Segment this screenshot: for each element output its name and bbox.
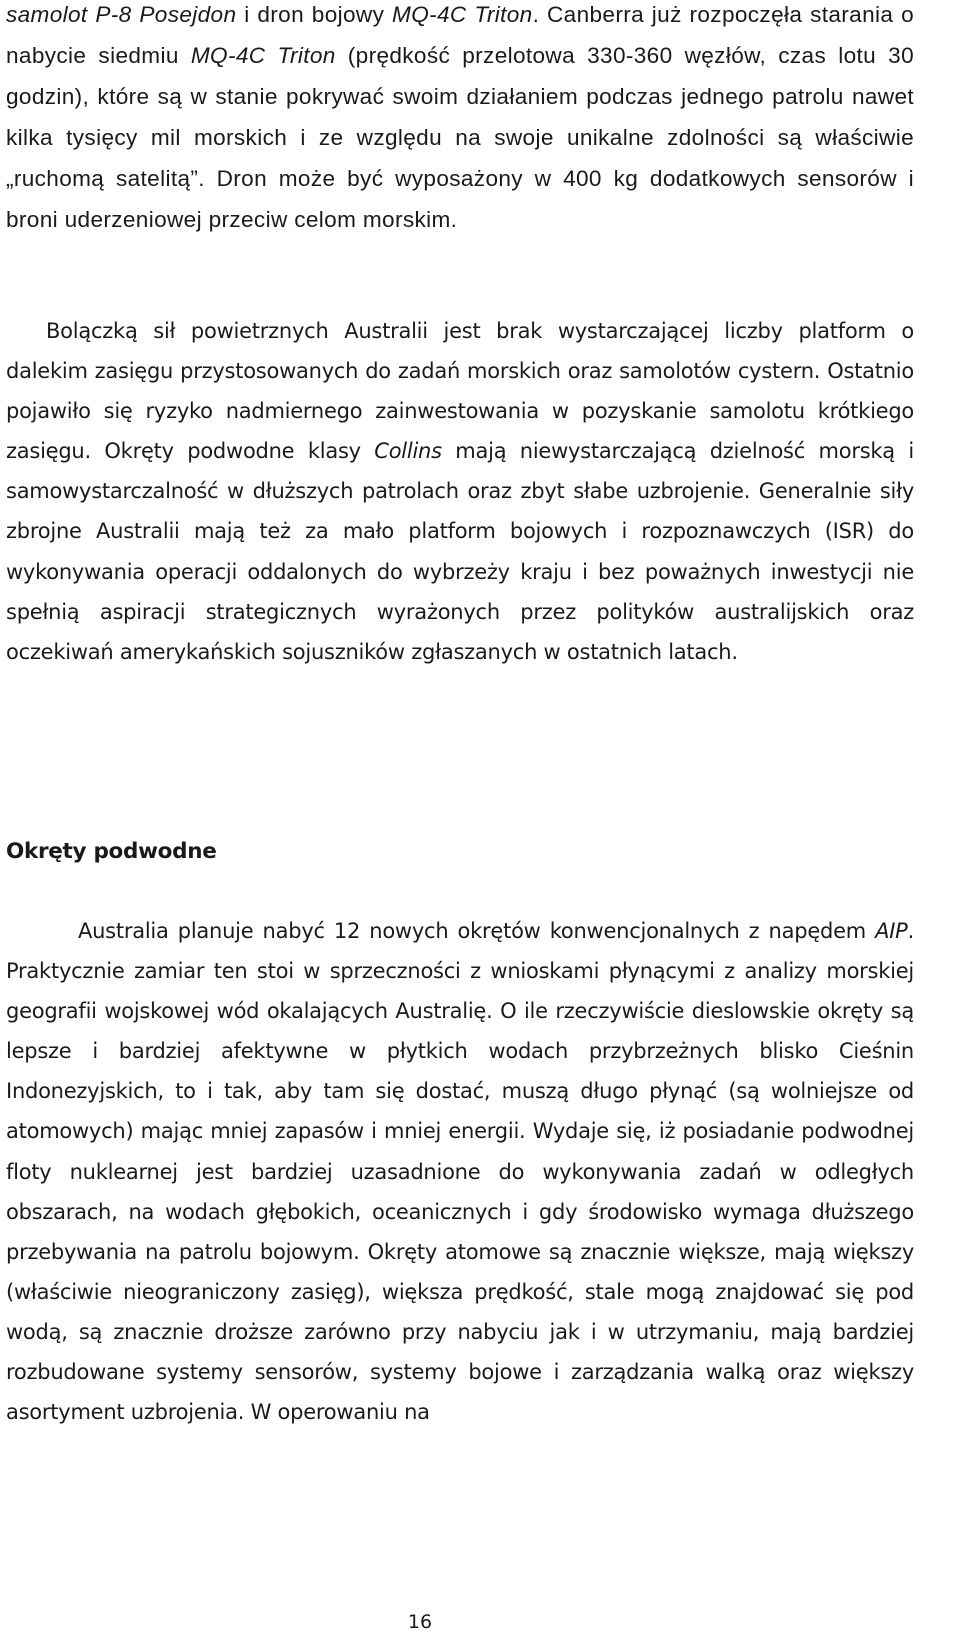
paragraph-air-force-shortcomings <box>6 311 914 672</box>
paragraph-text: (prędkość przelotowa 330-360 węzłów, czas lotu 30 godzin), które są w stanie pokrywać swoim działaniem podczas jednego patrolu nawet kilka tysięcy mil morskich i ze względu na swoje unikalne zdolności są właściwie „ruchomą satelitą”. Dron może być wyposażony w 400 kg dodatkowych sensorów i broni uderzeniowej przeciw celom morskim. <box>6 43 914 232</box>
italic-text: Collins <box>374 439 442 464</box>
paragraph-text: i dron bojowy <box>236 2 393 27</box>
italic-text: samolot P-8 Posejdon <box>6 2 237 27</box>
page-number: 16 <box>407 1611 433 1633</box>
paragraph-submarines <box>6 911 914 1432</box>
italic-text: AIP <box>875 919 908 943</box>
paragraph-text: Australia planuje nabyć 12 nowych okrętów konwencjonalnych z napędem <box>78 919 876 943</box>
paragraph-triton-drone <box>6 0 914 240</box>
paragraph-text: Bolączką sił powietrznych Australii jest brak wystarczającej liczby platform o dalekim zasięgu przystosowanych do zadań morskich oraz samolotów cystern. Ostatnio pojawiło się ryzyko nadmiernego zainwestowania w pozyskanie samolotu krótkiego zasięgu. Okręty podwodne klasy <box>6 319 914 464</box>
paragraph-text: . Praktycznie zamiar ten stoi w sprzeczności z wnioskami płynącymi z analizy morskiej geografii wojskowej wód okalających Australię. O ile rzeczywiście dieslowskie okręty są lepsze i bardziej afektywne w płytkich wodach przybrzeżnych blisko Cieśnin Indonezyjskich, to i tak, aby tam się dostać, muszą długo płynąć (są wolniejsze od atomowych) mając mniej zapasów i mniej energii. Wydaje się, iż posiadanie podwodnej floty nuklearnej jest bardziej uzasadnione do wykonywania zadań w odległych obszarach, na wodach głębokich, oceanicznych i gdy środowisko wymaga dłuższego przebywania na patrolu bojowym. Okręty atomowe są znacznie większe, mają większy (właściwie nieograniczony zasięg), większa prędkość, stale mogą znajdować się pod wodą, są znacznie droższe zarówno przy nabyciu jak i w utrzymaniu, mają bardziej rozbudowane systemy sensorów, systemy bojowe i zarządzania walką oraz większy asortyment uzbrojenia. W operowaniu na <box>6 919 914 1425</box>
section-heading: Okręty podwodne <box>6 839 217 864</box>
paragraph-text: . Canberra już rozpoczęła starania o nabycie siedmiu <box>6 2 914 68</box>
paragraph-text: mają niewystarczającą dzielność morską i samowystarczalność w dłuższych patrolach oraz zbyt słabe uzbrojenie. Generalnie siły zbrojne Australii mają też za mało platform bojowych i rozpoznawczych (ISR) do wykonywania operacji oddalonych do wybrzeży kraju i bez poważnych inwestycji nie spełnią aspiracji strategicznych wyrażonych przez polityków australijskich oraz oczekiwań amerykańskich sojuszników zgłaszanych w ostatnich latach. <box>6 439 914 664</box>
italic-text: MQ-4C Triton <box>190 43 336 68</box>
italic-text: MQ-4C Triton <box>392 2 533 27</box>
